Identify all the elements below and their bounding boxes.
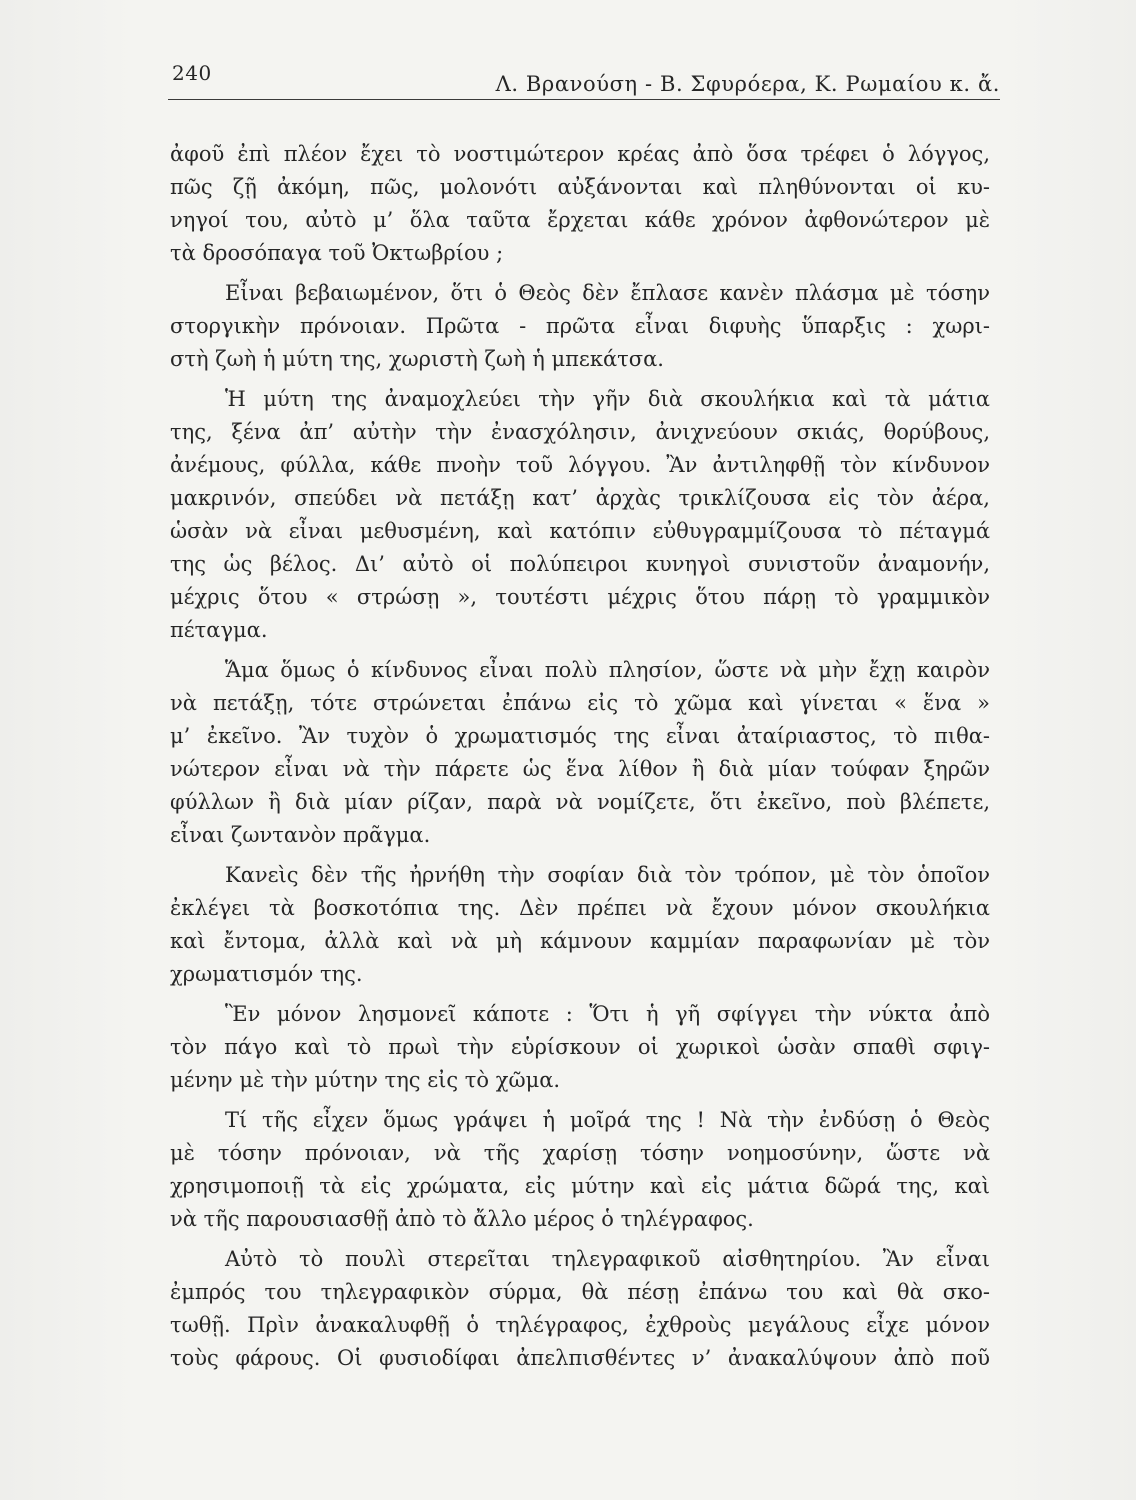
line-text: τωθῇ. Πρὶν ἀνακαλυφθῇ ὁ τηλέγραφος, ἐχθροὺς μεγάλους εἶχε μόνον: [170, 1313, 990, 1337]
text-line: [170, 515, 990, 548]
line-text: μὲ τόσην πρόνοιαν, νὰ τῆς χαρίσῃ τόσην νοημοσύνην, ὥστε νὰ: [170, 1141, 990, 1165]
text-line: [170, 310, 990, 343]
running-head: Λ. Βρανούση - Β. Σφυρόερα, Κ. Ρωμαίου κ. ἄ.: [495, 72, 1000, 96]
text-line: [170, 998, 990, 1031]
line-text: καὶ ἔντομα, ἀλλὰ καὶ νὰ μὴ κάμνουν καμμίαν παραφωνίαν μὲ τὸν: [170, 929, 990, 953]
line-text: τὸν πάγο καὶ τὸ πρωὶ τὴν εὑρίσκουν οἱ χωρικοὶ ὡσὰν σπαθὶ σφιγ-: [170, 1035, 990, 1059]
line-text: Ἡ μύτη της ἀναμοχλεύει τὴν γῆν διὰ σκουλήκια καὶ τὰ μάτια: [225, 387, 990, 411]
text-line: [170, 1031, 990, 1064]
paragraph: [170, 138, 990, 270]
paragraph: [170, 654, 990, 852]
text-line: [170, 171, 990, 204]
line-text: χρωματισμόν της.: [170, 962, 363, 986]
text-line: [170, 343, 990, 376]
text-line: [170, 1170, 990, 1203]
line-text: της ὡς βέλος. Δι’ αὐτὸ οἱ πολύπειροι κυνηγοὶ συνιστοῦν ἀναμονήν,: [170, 552, 990, 576]
text-line: [170, 1309, 990, 1342]
line-text: μακρινόν, σπεύδει νὰ πετάξῃ κατ’ ἀρχὰς τρικλίζουσα εἰς τὸν ἀέρα,: [170, 486, 990, 510]
paragraph: [170, 998, 990, 1097]
text-line: [170, 449, 990, 482]
line-text: ἐκλέγει τὰ βοσκοτόπια της. Δὲν πρέπει νὰ ἔχουν μόνον σκουλήκια: [170, 896, 990, 920]
text-line: [170, 1276, 990, 1309]
line-text: της, ξένα ἀπ’ αὐτὴν τὴν ἐνασχόλησιν, ἀνιχνεύουν σκιάς, θορύβους,: [170, 420, 990, 444]
line-text: ἀφοῦ ἐπὶ πλέον ἔχει τὸ νοστιμώτερον κρέας ἀπὸ ὅσα τρέφει ὁ λόγγος,: [170, 142, 990, 166]
text-line: [170, 819, 990, 852]
line-text: χρησιμοποιῇ τὰ εἰς χρώματα, εἰς μύτην καὶ εἰς μάτια δῶρά της, καὶ: [170, 1174, 990, 1198]
line-text: νὰ τῆς παρουσιασθῇ ἀπὸ τὸ ἄλλο μέρος ὁ τηλέγραφος.: [170, 1207, 754, 1231]
page-number: 240: [172, 61, 212, 85]
line-text: Ἅμα ὅμως ὁ κίνδυνος εἶναι πολὺ πλησίον, ὥστε νὰ μὴν ἔχῃ καιρὸν: [225, 658, 990, 682]
line-text: ἀνέμους, φύλλα, κάθε πνοὴν τοῦ λόγγου. Ἂν ἀντιληφθῇ τὸν κίνδυνον: [170, 453, 990, 477]
line-text: πῶς ζῇ ἀκόμη, πῶς, μολονότι αὐξάνονται καὶ πληθύνονται οἱ κυ-: [170, 175, 990, 199]
text-line: [170, 614, 990, 647]
paragraph: [170, 383, 990, 647]
text-line: [170, 416, 990, 449]
paragraph: [170, 1243, 990, 1375]
header-rule: [168, 99, 1000, 100]
text-line: [170, 1243, 990, 1276]
line-text: Εἶναι βεβαιωμένον, ὅτι ὁ Θεὸς δὲν ἔπλασε κανὲν πλάσμα μὲ τόσην: [225, 281, 990, 305]
line-text: νὰ πετάξῃ, τότε στρώνεται ἐπάνω εἰς τὸ χῶμα καὶ γίνεται « ἕνα »: [170, 691, 990, 715]
text-line: [170, 383, 990, 416]
line-text: ὡσὰν νὰ εἶναι μεθυσμένη, καὶ κατόπιν εὐθυγραμμίζουσα τὸ πέταγμά: [170, 519, 990, 543]
text-line: [170, 753, 990, 786]
line-text: τοὺς φάρους. Οἱ φυσιοδίφαι ἀπελπισθέντες ν’ ἀνακαλύψουν ἀπὸ ποῦ: [170, 1346, 990, 1370]
line-text: μέχρις ὅτου « στρώσῃ », τουτέστι μέχρις ὅτου πάρῃ τὸ γραμμικὸν: [170, 585, 990, 609]
text-line: [170, 1137, 990, 1170]
line-text: Ἓν μόνον λησμονεῖ κάποτε : Ὅτι ἡ γῆ σφίγγει τὴν νύκτα ἀπὸ: [225, 1002, 990, 1026]
text-line: [170, 892, 990, 925]
text-line: [170, 1342, 990, 1375]
line-text: Αὐτὸ τὸ πουλὶ στερεῖται τηλεγραφικοῦ αἰσθητηρίου. Ἂν εἶναι: [225, 1247, 990, 1271]
line-text: μ’ ἐκεῖνο. Ἂν τυχὸν ὁ χρωματισμός της εἶναι ἀταίριαστος, τὸ πιθα-: [170, 724, 990, 748]
line-text: στοργικὴν πρόνοιαν. Πρῶτα - πρῶτα εἶναι διφυὴς ὕπαρξις : χωρι-: [170, 314, 990, 338]
line-text: φύλλων ἢ διὰ μίαν ρίζαν, παρὰ νὰ νομίζετε, ὅτι ἐκεῖνο, ποὺ βλέπετε,: [170, 790, 990, 814]
paragraph: [170, 1104, 990, 1236]
line-text: τὰ δροσόπαγα τοῦ Ὀκτωβρίου ;: [170, 241, 504, 265]
text-line: [170, 654, 990, 687]
line-text: Τί τῆς εἶχεν ὅμως γράψει ἡ μοῖρά της ! Νὰ τὴν ἐνδύσῃ ὁ Θεὸς: [225, 1108, 990, 1132]
text-line: [170, 237, 990, 270]
text-line: [170, 1203, 990, 1236]
text-line: [170, 720, 990, 753]
text-line: [170, 859, 990, 892]
text-line: [170, 786, 990, 819]
text-line: [170, 1104, 990, 1137]
line-text: νώτερον εἶναι νὰ τὴν πάρετε ὡς ἕνα λίθον ἢ διὰ μίαν τούφαν ξηρῶν: [170, 757, 990, 781]
text-line: [170, 958, 990, 991]
line-text: μένην μὲ τὴν μύτην της εἰς τὸ χῶμα.: [170, 1068, 561, 1092]
text-line: [170, 687, 990, 720]
line-text: νηγοί του, αὐτὸ μ’ ὅλα ταῦτα ἔρχεται κάθε χρόνον ἀφθονώτερον μὲ: [170, 208, 990, 232]
text-line: [170, 548, 990, 581]
text-line: [170, 204, 990, 237]
text-line: [170, 1064, 990, 1097]
text-line: [170, 581, 990, 614]
text-line: [170, 482, 990, 515]
line-text: ἐμπρός του τηλεγραφικὸν σύρμα, θὰ πέσῃ ἐπάνω του καὶ θὰ σκο-: [170, 1280, 990, 1304]
body-text: [170, 138, 990, 1375]
text-line: [170, 138, 990, 171]
line-text: εἶναι ζωντανὸν πρᾶγμα.: [170, 823, 431, 847]
line-text: πέταγμα.: [170, 618, 268, 642]
text-line: [170, 925, 990, 958]
line-text: στὴ ζωὴ ἡ μύτη της, χωριστὴ ζωὴ ἡ μπεκάτσα.: [170, 347, 664, 371]
text-line: [170, 277, 990, 310]
paragraph: [170, 859, 990, 991]
paragraph: [170, 277, 990, 376]
line-text: Κανεὶς δὲν τῆς ἠρνήθη τὴν σοφίαν διὰ τὸν τρόπον, μὲ τὸν ὁποῖον: [225, 863, 990, 887]
